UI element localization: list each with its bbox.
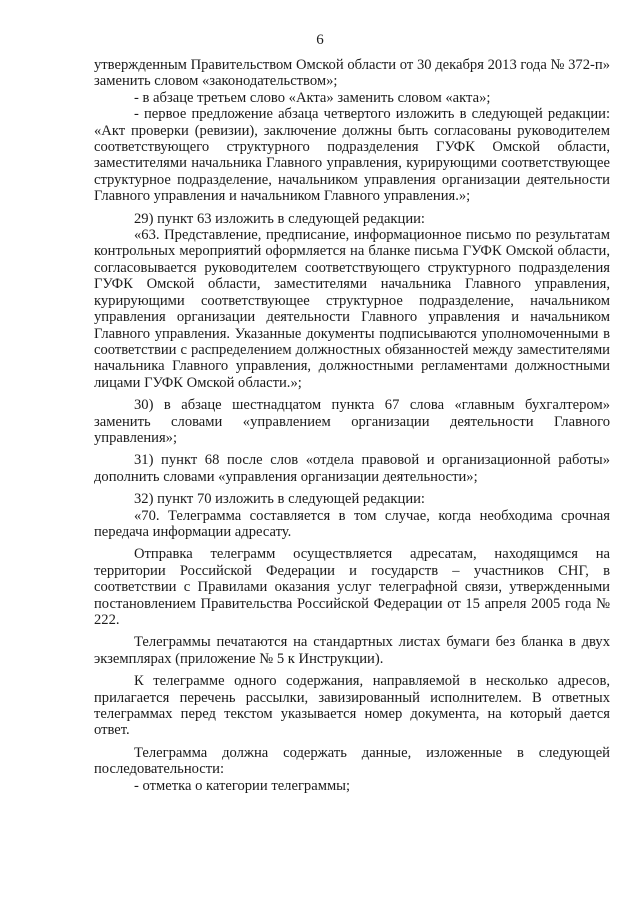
paragraph: 29) пункт 63 изложить в следующей редакции: <box>134 210 425 227</box>
paragraph: «70. Телеграмма составляется в том случае, когда необходима срочная передача информации адресату. <box>94 507 610 540</box>
paragraph: «63. Представление, предписание, информационное письмо по результатам контрольных мероприятий оформляется на бланке письма ГУФК Омской области, согласовывается руководителем соответствующего структурного подразделения ГУФК Омской области, заместителями начальника Главного управления, курирующими соответствующее структурное подразделение, начальником управления организации деятельности Главного управления и начальником Главного управления. Указанные документы подписываются уполномоченными в соответствии с распределением должностных обязанностей между заместителями начальника Главного управления, должностными регламентами должностными лицами ГУФК Омской области.»; <box>94 227 610 391</box>
page-number: 6 <box>316 32 324 48</box>
paragraph: 30) в абзаце шестнадцатом пункта 67 слова «главным бухгалтером» заменить словами «управлением организации деятельности Главного управления»; <box>94 397 610 446</box>
paragraph: утвержденным Правительством Омской области от 30 декабря 2013 года № 372-п» заменить словом «законодательством»; <box>94 57 610 90</box>
paragraph: - в абзаце третьем слово «Акта» заменить словом «акта»; <box>134 89 491 106</box>
paragraph: Телеграммы печатаются на стандартных листах бумаги без бланка в двух экземплярах (приложение № 5 к Инструкции). <box>94 634 610 667</box>
paragraph: 32) пункт 70 изложить в следующей редакции: <box>134 491 425 508</box>
paragraph: К телеграмме одного содержания, направляемой в несколько адресов, прилагается перечень рассылки, завизированный исполнителем. В ответных телеграммах перед текстом указывается номер документа, на который дается ответ. <box>94 673 610 739</box>
paragraph: Телеграмма должна содержать данные, изложенные в следующей последовательности: <box>94 744 610 778</box>
paragraph: - первое предложение абзаца четвертого изложить в следующей редакции: «Акт проверки (ревизии), заключение должны быть согласованы руководителем соответствующего структурного подразделения ГУФК Омской области, заместителями начальника Главного управления, курирующими соответствующее структурное подразделение, начальником управления организации деятельности Главного управления и начальником Главного управления.»; <box>94 106 610 205</box>
paragraph: Отправка телеграмм осуществляется адресатам, находящимся на территории Российской Федерации и государств – участников СНГ, в соответствии с Правилами оказания услуг телеграфной связи, утвержденными постановлением Правительства Российской Федерации от 15 апреля 2005 года № 222. <box>94 546 610 628</box>
paragraph: 31) пункт 68 после слов «отдела правовой и организационной работы» дополнить словами «управления организации деятельности»; <box>94 452 610 485</box>
paragraph: - отметка о категории телеграммы; <box>134 777 351 794</box>
document-body <box>94 57 610 794</box>
